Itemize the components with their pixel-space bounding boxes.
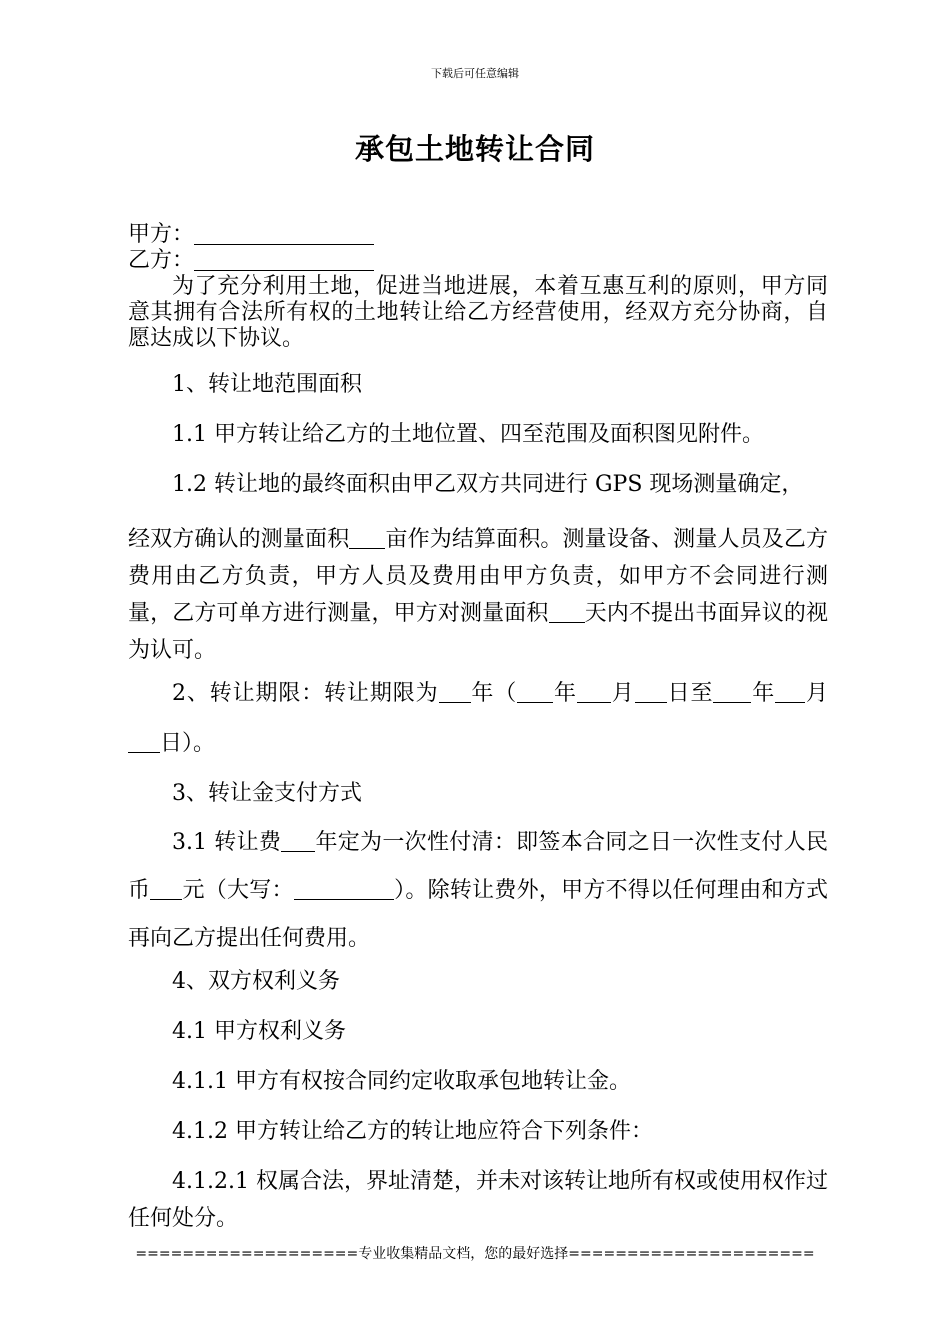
clause-1-2-body [128,521,828,669]
clause-1-2-text-b: 亩作为结算面积。测量设备、测量人员及乙方费用由乙方负责，甲方人员及费用由甲方负责，如甲方不会同进行测量，乙方可单方进行测量，甲方对测量面积 [128,527,828,626]
start-month-unit: 月 [610,681,635,706]
end-day-unit: 日）。 [160,731,216,756]
end-day-blank [128,730,160,753]
start-year-blank [517,680,553,703]
clause-4-1-2: 4.1.2 甲方转让给乙方的转让地应符合下列条件： [172,1119,653,1144]
clause-1-2-text-a: 经双方确认的测量面积 [128,527,350,552]
clause-4-1-1: 4.1.1 甲方有权按合同约定收取承包地转让金。 [172,1069,631,1094]
footer-note: ===================专业收集精品文档，您的最好选择===================== [135,1246,815,1262]
clause-3-1-text-a: 3.1 转让费 [172,830,282,855]
party-b-label: 乙方： [128,248,195,273]
clause-1-2-text-c: 天内不提出书面异议的视为认可。 [128,601,828,663]
header-note: 下载后可任意编辑 [431,67,519,80]
section-4-title: 4、双方权利义务 [172,969,340,994]
end-month-unit: 月 [805,681,828,706]
clause-3-1-text-c: 元（大写： [182,878,294,903]
term-text-year: 年（ [470,681,518,706]
clause-4-1-2-1: 4.1.2.1 权属合法，界址清楚，并未对该转让地所有权或使用权作过任何处分。 [128,1169,828,1231]
clause-3-1 [128,819,828,963]
section-2-term [128,669,828,769]
party-a-blank [194,222,374,245]
party-b-line [128,248,828,274]
term-years-blank [439,680,471,703]
clause-3-1-text-d: ）。除转让费外，甲方不得以任何理由和方式再向乙方提出任何费用。 [128,878,828,951]
fee-years-blank [281,829,315,852]
clause-4-1: 4.1 甲方权利义务 [172,1019,346,1044]
start-day-unit: 日至 [666,681,714,706]
document-title: 承包土地转让合同 [354,132,595,166]
start-day-blank [635,680,667,703]
clause-1-2-first-line: 1.2 转让地的最终面积由甲乙双方共同进行 GPS 现场测量确定， [172,472,804,497]
days-blank [549,600,585,623]
section-3-title: 3、转让金支付方式 [172,781,362,806]
section-1-title: 1、转让地范围面积 [172,372,362,397]
end-month-blank [775,680,805,703]
end-year-blank [713,680,751,703]
amount-blank [150,877,182,900]
contract-body [128,222,828,1237]
party-b-blank [194,248,374,271]
intro-paragraph: 为了充分利用土地，促进当地进展，本着互惠互利的原则，甲方同意其拥有合法所有权的土地转让给乙方经营使用，经双方充分协商，自愿达成以下协议。 [128,274,828,351]
start-year-unit: 年 [553,681,577,706]
area-blank [349,526,385,549]
term-label: 2、转让期限：转让期限为 [172,681,439,706]
start-month-blank [577,680,611,703]
clause-3-1-text-b: 年定为一次性付清：即签本合同之日一次性支付人民币 [128,830,828,903]
clause-1-1: 1.1 甲方转让给乙方的土地位置、四至范围及面积图见附件。 [172,422,764,447]
party-a-line [128,222,828,248]
party-a-label: 甲方： [128,222,195,247]
amount-words-blank [294,877,394,900]
end-year-unit: 年 [751,681,776,706]
